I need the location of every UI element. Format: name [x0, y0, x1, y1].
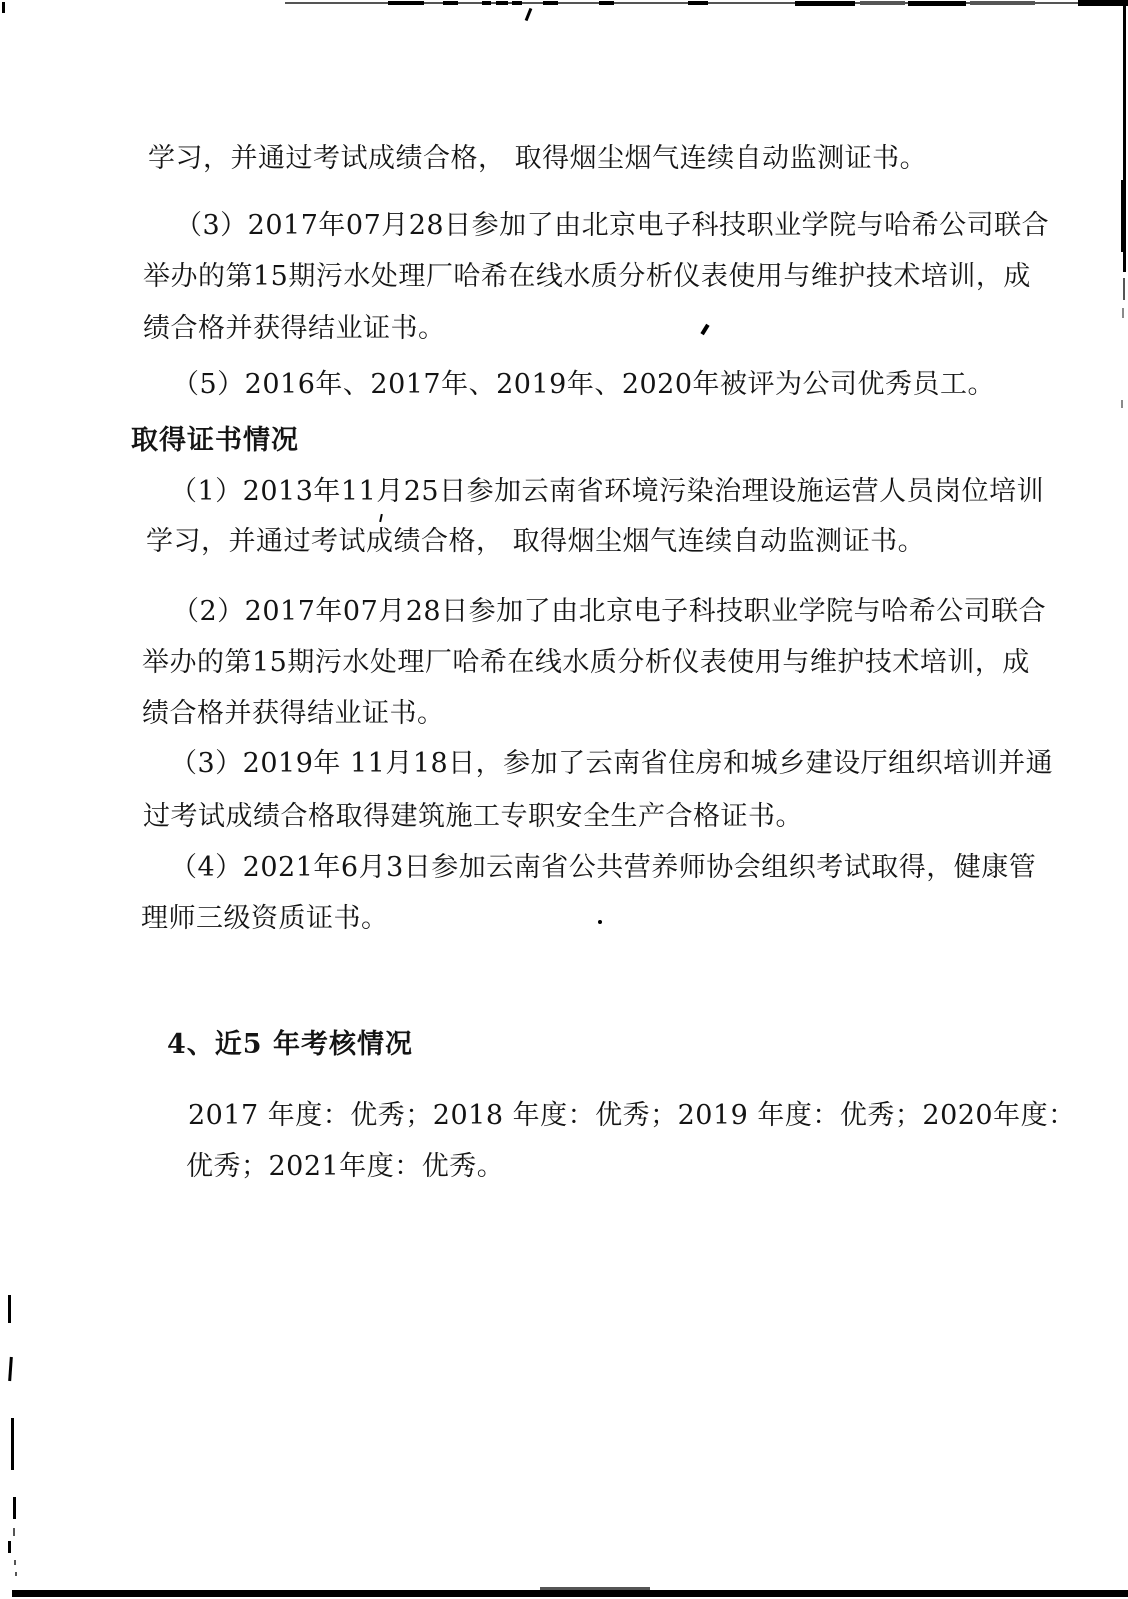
document-text-line: 举办的第15期污水处理厂哈希在线水质分析仪表使用与维护技术培训，成 — [143, 261, 1031, 292]
scan-top-dash — [496, 1, 508, 5]
scan-top-dash — [512, 1, 522, 5]
document-text-line: （3）2019年 11月18日，参加了云南省住房和城乡建设厅组织培训并通 — [170, 748, 1054, 779]
scan-speck-dot — [598, 920, 602, 924]
scan-bottom-bar — [12, 1590, 1128, 1597]
scan-left-edge-stroke — [8, 1295, 11, 1323]
document-text-line: 举办的第15期污水处理厂哈希在线水质分析仪表使用与维护技术培训，成 — [142, 647, 1030, 678]
document-text-line: （2）2017年07月28日参加了由北京电子科技职业学院与哈希公司联合 — [172, 596, 1047, 627]
scan-top-dash — [482, 1, 491, 5]
scan-left-edge-speck — [13, 1528, 15, 1536]
section-heading: 4、近5 年考核情况 — [167, 1029, 413, 1060]
scan-top-dash — [795, 1, 855, 6]
document-text-line: 学习，并通过考试成绩合格， 取得烟尘烟气连续自动监测证书。 — [146, 526, 926, 557]
scan-right-edge-bulge — [1121, 180, 1126, 252]
document-text-line: 理师三级资质证书。 — [141, 903, 389, 934]
document-text-line: 学习，并通过考试成绩合格， 取得烟尘烟气连续自动监测证书。 — [148, 143, 928, 174]
scan-bottom-bar-haze — [540, 1587, 650, 1590]
scan-right-edge-dash — [1122, 308, 1124, 318]
scan-top-dash — [443, 1, 458, 5]
document-text-line: 过考试成绩合格取得建筑施工专职安全生产合格证书。 — [143, 801, 803, 832]
document-text-line: （4）2021年6月3日参加云南省公共营养师协会组织考试取得，健康管 — [170, 852, 1037, 883]
scan-left-edge-speck — [14, 1560, 16, 1565]
scan-left-edge-speck — [15, 1572, 17, 1576]
scan-left-edge-stroke — [11, 1418, 14, 1470]
document-text-line: 优秀；2021年度：优秀。 — [186, 1151, 505, 1182]
document-text-line: （3）2017年07月28日参加了由北京电子科技职业学院与哈希公司联合 — [175, 210, 1050, 241]
scan-right-edge-speck — [1121, 400, 1123, 408]
scan-speck-dot — [379, 514, 383, 522]
scan-top-dash — [970, 1, 1035, 5]
scan-top-dash — [908, 1, 966, 6]
scan-top-dash — [599, 1, 614, 5]
scan-top-dash — [688, 1, 708, 5]
scan-mark-top-left — [2, 2, 5, 13]
scan-top-dash — [388, 1, 424, 5]
document-text-line: （5）2016年、2017年、2019年、2020年被评为公司优秀员工。 — [172, 369, 996, 400]
document-text-line: 2017 年度：优秀；2018 年度：优秀；2019 年度：优秀；2020年度： — [188, 1100, 1076, 1131]
scan-top-dash — [543, 1, 558, 5]
document-text-line: 绩合格并获得结业证书。 — [142, 698, 445, 729]
document-text-line: （1）2013年11月25日参加云南省环境污染治理设施运营人员岗位培训 — [170, 476, 1045, 507]
scan-speck-apostrophe — [525, 8, 533, 21]
scan-top-dash — [860, 1, 905, 5]
section-heading: 取得证书情况 — [131, 425, 299, 456]
scan-left-edge-speck — [8, 1541, 11, 1553]
scan-speck-tick — [700, 324, 709, 335]
scan-left-edge-stroke — [13, 1497, 16, 1519]
scan-left-edge-stroke — [8, 1357, 13, 1381]
scan-top-dash — [1078, 0, 1128, 6]
document-text-line: 绩合格并获得结业证书。 — [143, 313, 446, 344]
scan-right-edge-dash — [1123, 278, 1125, 300]
